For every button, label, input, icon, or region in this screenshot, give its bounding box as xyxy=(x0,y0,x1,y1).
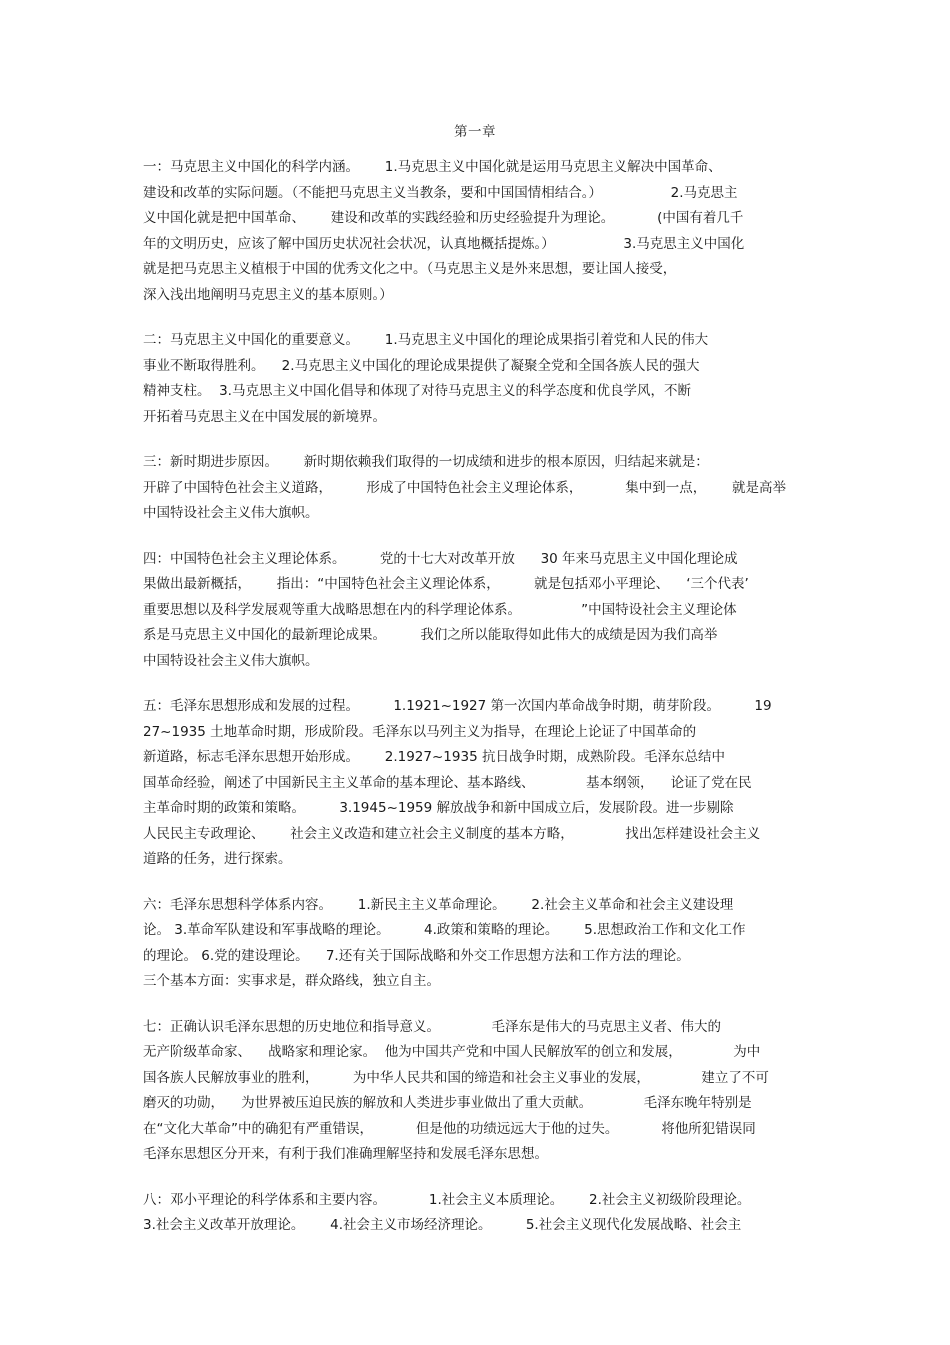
section-line: 道路的任务，进行探索。 xyxy=(143,851,292,867)
section-2 xyxy=(143,328,813,430)
section-line: 中国特设社会主义伟大旗帜。 xyxy=(143,505,319,521)
section-line: 人民民主专政理论、 社会主义改造和建立社会主义制度的基本方略， 找出怎样建设社会主义 xyxy=(143,825,761,842)
section-3 xyxy=(143,450,813,527)
chapter-title: 第一章 xyxy=(454,124,496,140)
section-line: 二：马克思主义中国化的重要意义。 1.马克思主义中国化的理论成果指引着党和人民的伟大 xyxy=(143,332,709,348)
section-line: 磨灭的功勋， 为世界被压迫民族的解放和人类进步事业做出了重大贡献。 毛泽东晚年特别是 xyxy=(143,1095,752,1111)
section-line: 就是把马克思主义植根于中国的优秀文化之中。（马克思主义是外来思想，要让国人接受， xyxy=(143,261,677,277)
document-body xyxy=(143,155,813,1259)
section-line: 系是马克思主义中国化的最新理论成果。 我们之所以能取得如此伟大的成绩是因为我们高举 xyxy=(143,627,718,643)
section-line: 建设和改革的实际问题。（不能把马克思主义当教条，要和中国国情相结合。） 2.马克思主 xyxy=(143,184,738,201)
section-line: 的理论。 6.党的建设理论。 7.还有关于国际战略和外交工作思想方法和工作方法的理论。 xyxy=(143,947,690,964)
section-line: 论。 3.革命军队建设和军事战略的理论。 4.政策和策略的理论。 5.思想政治工作和文化工作 xyxy=(143,922,746,938)
section-1 xyxy=(143,155,813,308)
section-line: 重要思想以及科学发展观等重大战略思想在内的科学理论体系。 ”中国特设社会主义理论体 xyxy=(143,601,737,618)
section-line: 国各族人民解放事业的胜利， 为中华人民共和国的缔造和社会主义事业的发展， 建立了不可 xyxy=(143,1069,769,1086)
section-line: 八：邓小平理论的科学体系和主要内容。 1.社会主义本质理论。 2.社会主义初级阶段理论。 xyxy=(143,1191,751,1208)
section-line: 五：毛泽东思想形成和发展的过程。 1.1921~1927 第一次国内革命战争时期，萌芽阶段。 19 xyxy=(143,698,772,714)
section-line: 27~1935 土地革命时期，形成阶段。毛泽东以马列主义为指导，在理论上论证了中国革命的 xyxy=(143,723,697,740)
section-line: 中国特设社会主义伟大旗帜。 xyxy=(143,652,319,669)
section-line: 三：新时期进步原因。 新时期依赖我们取得的一切成绩和进步的根本原因，归结起来就是： xyxy=(143,454,709,470)
section-line: 六：毛泽东思想科学体系内容。 1.新民主主义革命理论。 2.社会主义革命和社会主义建设理 xyxy=(143,896,734,913)
section-line: 年的文明历史，应该了解中国历史状况社会状况，认真地概括提炼。） 3.马克思主义中国化 xyxy=(143,235,745,252)
section-line: 在“文化大革命”中的确犯有严重错误， 但是他的功绩远远大于他的过失。 将他所犯错误同 xyxy=(143,1120,756,1137)
section-line: 一：马克思主义中国化的科学内涵。 1.马克思主义中国化就是运用马克思主义解决中国革命、 xyxy=(143,159,722,175)
section-4 xyxy=(143,547,813,675)
section-8 xyxy=(143,1188,813,1239)
section-line: 四：中国特色社会主义理论体系。 党的十七大对改革开放 30 年来马克思主义中国化理论成 xyxy=(143,550,738,567)
section-5 xyxy=(143,694,813,873)
section-line: 开拓着马克思主义在中国发展的新境界。 xyxy=(143,408,386,425)
section-line: 开辟了中国特色社会主义道路， 形成了中国特色社会主义理论体系， 集中到一点， 就是高举 xyxy=(143,479,786,496)
section-6 xyxy=(143,893,813,995)
section-line: 果做出最新概括， 指出：“中国特色社会主义理论体系， 就是包括邓小平理论、 ‘三个代表’ xyxy=(143,576,749,592)
section-line: 毛泽东思想区分开来，有利于我们准确理解坚持和发展毛泽东思想。 xyxy=(143,1146,548,1162)
section-line: 深入浅出地阐明马克思主义的基本原则。） xyxy=(143,286,393,303)
section-line: 主革命时期的政策和策略。 3.1945~1959 解放战争和新中国成立后，发展阶段。进一步剔除 xyxy=(143,800,734,816)
section-line: 三个基本方面：实事求是，群众路线，独立自主。 xyxy=(143,973,440,989)
section-line: 精神支柱。 3.马克思主义中国化倡导和体现了对待马克思主义的科学态度和优良学风，不断 xyxy=(143,383,691,399)
section-line: 义中国化就是把中国革命、 建设和改革的实践经验和历史经验提升为理论。 (中国有着几千 xyxy=(143,210,744,226)
section-line: 新道路，标志毛泽东思想开始形成。 2.1927~1935 抗日战争时期，成熟阶段。毛泽东总结中 xyxy=(143,749,725,765)
section-line: 七：正确认识毛泽东思想的历史地位和指导意义。 毛泽东是伟大的马克思主义者、伟大的 xyxy=(143,1018,721,1035)
section-7 xyxy=(143,1015,813,1168)
section-line: 无产阶级革命家、 战略家和理论家。 他为中国共产党和中国人民解放军的创立和发展， 为中 xyxy=(143,1044,761,1060)
section-line: 国革命经验，阐述了中国新民主主义革命的基本理论、基本路线、 基本纲领， 论证了党在民 xyxy=(143,774,752,791)
section-line: 3.社会主义改革开放理论。 4.社会主义市场经济理论。 5.社会主义现代化发展战略、社会主 xyxy=(143,1217,742,1233)
section-line: 事业不断取得胜利。 2.马克思主义中国化的理论成果提供了凝聚全党和全国各族人民的强大 xyxy=(143,357,700,374)
